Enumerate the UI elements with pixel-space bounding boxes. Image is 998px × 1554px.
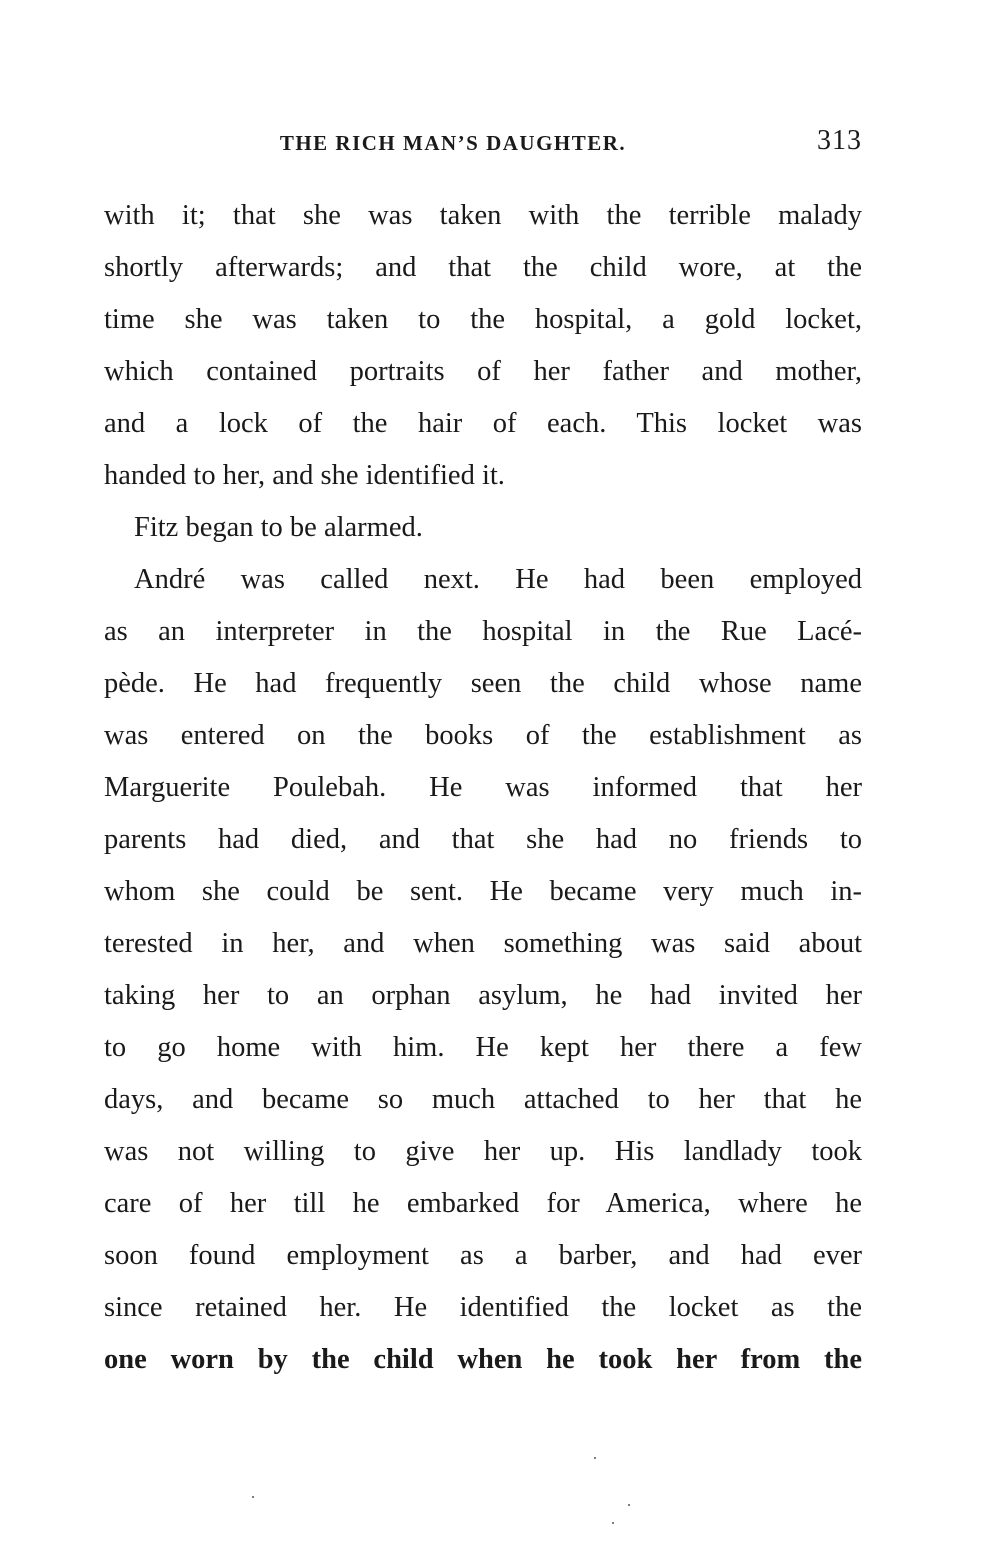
text-line: Fitz began to be alarmed.: [134, 512, 423, 543]
paper-speck: [252, 1496, 254, 1498]
text-line: was entered on the books of the establishment as: [104, 720, 862, 751]
text-line: to go home with him. He kept her there a few: [104, 1032, 862, 1063]
paper-speck: [594, 1457, 596, 1459]
text-line: time she was taken to the hospital, a gold locket,: [104, 304, 862, 335]
body-text: [104, 190, 862, 1386]
text-line: days, and became so much attached to her that he: [104, 1084, 862, 1115]
text-line: as an interpreter in the hospital in the Rue Lacé-: [104, 616, 862, 647]
text-line: and a lock of the hair of each. This locket was: [104, 408, 862, 439]
text-line: parents had died, and that she had no friends to: [104, 824, 862, 855]
paper-speck: [612, 1522, 614, 1524]
running-title: THE RICH MAN’S DAUGHTER.: [279, 131, 627, 155]
text-line: was not willing to give her up. His landlady took: [104, 1136, 862, 1167]
running-head: [104, 121, 862, 161]
paper-speck: [628, 1504, 630, 1506]
text-line: Marguerite Poulebah. He was informed that her: [104, 772, 862, 803]
text-line: since retained her. He identified the locket as the: [104, 1292, 862, 1323]
text-line: soon found employment as a barber, and had ever: [104, 1240, 862, 1271]
text-line: taking her to an orphan asylum, he had invited her: [104, 980, 862, 1011]
text-line: which contained portraits of her father and mother,: [104, 356, 862, 387]
text-line: with it; that she was taken with the terrible malady: [104, 200, 862, 231]
text-line: care of her till he embarked for America, where he: [104, 1188, 862, 1219]
text-line: one worn by the child when he took her from the: [104, 1344, 862, 1375]
page-number: 313: [817, 125, 862, 156]
text-line: handed to her, and she identified it.: [104, 460, 505, 491]
text-line: whom she could be sent. He became very much in-: [104, 876, 862, 907]
text-line: terested in her, and when something was said about: [104, 928, 862, 959]
text-line: André was called next. He had been employed: [134, 564, 862, 595]
text-line: pède. He had frequently seen the child whose name: [104, 668, 862, 699]
text-line: shortly afterwards; and that the child wore, at the: [104, 252, 862, 283]
